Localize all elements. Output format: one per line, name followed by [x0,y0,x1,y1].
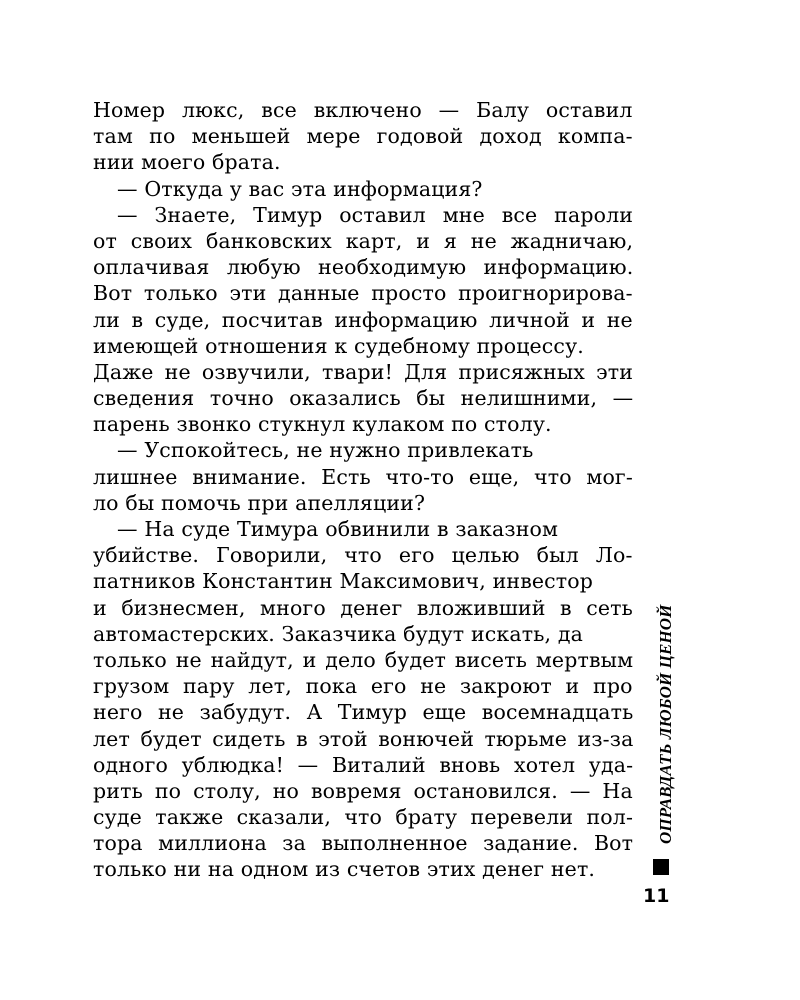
text-line: Вот только эти данные просто проигнорирова- [93,281,633,306]
text-line: — Успокойтесь, не нужно привлекать [117,438,534,463]
text-line: — На суде Тимура обвинили в заказном [117,517,559,541]
text-line: ли в суде, посчитав информацию личной и не [93,307,633,332]
text-line: оплачивая любую необходимую информацию. [93,255,634,280]
section-marker-square [653,859,669,875]
text-line: убийстве. Говорили, что его целью был Ло- [93,543,633,568]
text-line: только ни на одном из счетов этих денег нет. [93,857,596,882]
text-line: ло бы помочь при апелляции? [93,490,426,515]
text-line: — Откуда у вас эта информация? [117,176,483,201]
text-line: суде также сказали, что брату перевели пол- [93,805,634,830]
text-line: только не найдут, и дело будет висеть мертвым [93,647,634,672]
text-line: него не забудут. А Тимур еще восемнадцать [93,700,634,725]
running-title: ОПРАВДАТЬ ЛЮБОЙ ЦЕНОЙ [656,604,675,844]
text-line: тора миллиона за выполненное задание. Вот [93,831,634,856]
page-number: 11 [643,885,670,907]
text-line: — Знаете, Тимур оставил мне все пароли [117,202,634,227]
text-line: там по меньшей мере годовой доход компа- [93,124,633,149]
text-line: от своих банковских карт, и я не жадничаю, [93,228,634,253]
text-line: и бизнесмен, много денег вложивший в сеть [93,595,633,620]
body-text [93,97,633,883]
text-line: Даже не озвучили, твари! Для присяжных эти [93,359,634,384]
text-line: автомастерских. Заказчика будут искать, да [93,621,584,646]
text-line: имеющей отношения к судебному процессу. [93,333,584,358]
text-line: нии моего брата. [93,150,281,175]
text-line: лишнее внимание. Есть что-то еще, что мог- [93,464,633,489]
text-line: парень звонко стукнул кулаком по столу. [93,412,552,437]
text-line: патников Константин Максимович, инвестор [93,569,594,594]
text-line: рить по столу, но вовремя остановился. — На [93,778,633,803]
text-line: грузом пару лет, пока его не закроют и про [93,674,633,699]
text-line: Номер люкс, все включено — Балу оставил [93,98,633,122]
text-line: лет будет сидеть в этой вонючей тюрьме из-за [93,726,634,751]
text-line: сведения точно оказались бы нелишними, — [93,386,634,411]
text-line: одного ублюдка! — Виталий вновь хотел уда- [93,752,634,777]
